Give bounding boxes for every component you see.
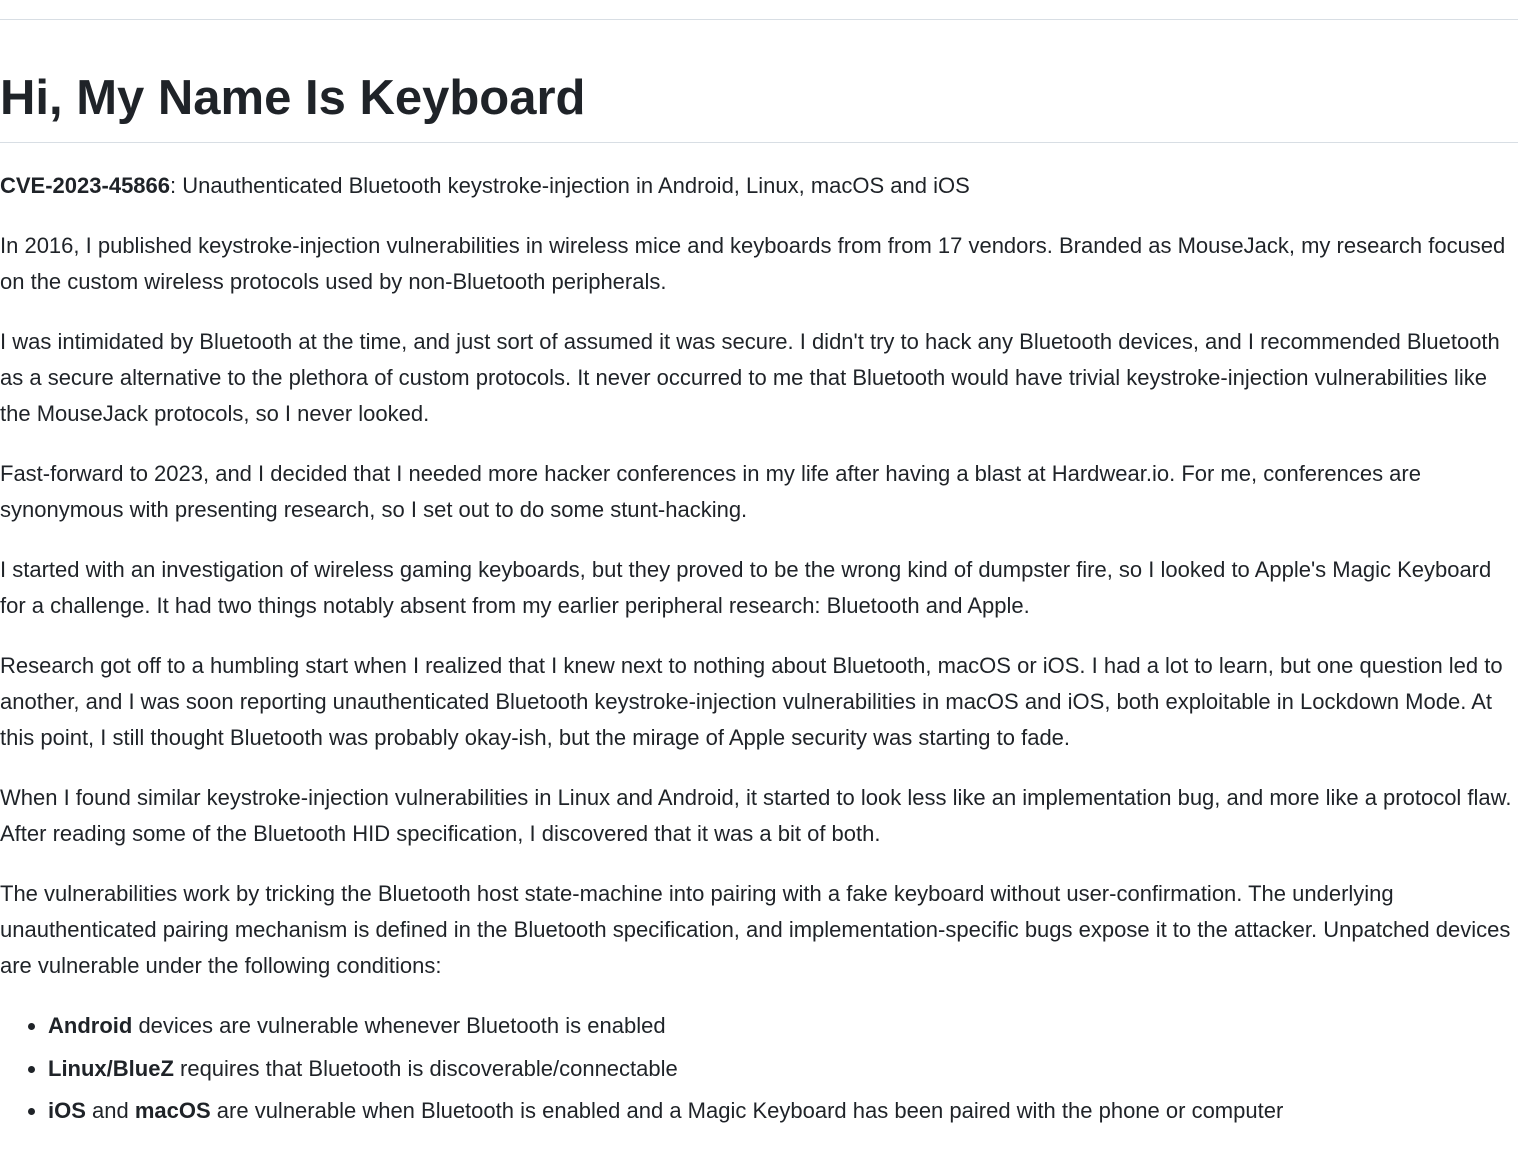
vulnerable-conditions-list <box>0 1008 1512 1129</box>
condition-connector: and <box>85 1098 135 1123</box>
condition-text: are vulnerable when Bluetooth is enabled and a Magic Keyboard has been paired with the phone or computer <box>210 1098 1284 1123</box>
article-title: Hi, My Name Is Keyboard <box>0 71 586 125</box>
list-item <box>48 1008 1512 1044</box>
paragraph-protocol-flaw: When I found similar keystroke-injection vulnerabilities in Linux and Android, it started to look less like an implementation bug, and more like a protocol flaw. After reading some of the Bluetooth HID specification, I discovered that it was a bit of both. <box>0 785 1512 846</box>
platform-name: Linux/BlueZ <box>48 1055 174 1081</box>
condition-text: requires that Bluetooth is discoverable/connectable <box>173 1055 678 1081</box>
paragraph-research-start: Research got off to a humbling start when I realized that I knew next to nothing about Bluetooth, macOS or iOS. I had a lot to learn, but one question led to another, and I was soon reporting unauthenticated Bluetooth keystroke-injection vulnerabilities in macOS and iOS, both exploitable in Lockdown Mode. At this point, I still thought Bluetooth was probably okay-ish, but the mirage of Apple security was starting to fade. <box>0 653 1503 750</box>
condition-text: devices are vulnerable whenever Bluetooth is enabled <box>132 1013 666 1038</box>
platform-name: macOS <box>134 1098 211 1123</box>
paragraph-2023: Fast-forward to 2023, and I decided that I needed more hacker conferences in my life after having a blast at Hardwear.io. For me, conferences are synonymous with presenting research, so I set out to do some stunt-hacking. <box>0 461 1421 522</box>
paragraph-magic-keyboard: I started with an investigation of wireless gaming keyboards, but they proved to be the wrong kind of dumpster fire, so I looked to Apple's Magic Keyboard for a challenge. It had two things notably absent from my earlier peripheral research: Bluetooth and Apple. <box>0 557 1492 618</box>
paragraph-bluetooth-assumption: I was intimidated by Bluetooth at the time, and just sort of assumed it was secure. I didn't try to hack any Bluetooth devices, and I recommended Bluetooth as a secure alternative to the plethora of custom protocols. It never occurred to me that Bluetooth would have trivial keystroke-injection vulnerabilities like the MouseJack protocols, so I never looked. <box>0 329 1500 426</box>
cve-id: CVE-2023-45866 <box>0 173 171 198</box>
title-divider <box>0 142 1518 143</box>
cve-line <box>0 168 1512 204</box>
cve-summary: : Unauthenticated Bluetooth keystroke-injection in Android, Linux, macOS and iOS <box>170 173 970 198</box>
list-item <box>48 1051 1512 1087</box>
list-item <box>48 1093 1512 1129</box>
top-divider <box>0 19 1518 20</box>
platform-name: iOS <box>48 1098 86 1123</box>
paragraph-vulnerability-mechanism: The vulnerabilities work by tricking the Bluetooth host state-machine into pairing with a fake keyboard without user-confirmation. The underlying unauthenticated pairing mechanism is defined in the Bluetooth specification, and implementation-specific bugs expose it to the attacker. Unpatched devices are vulnerable under the following conditions: <box>0 881 1511 978</box>
platform-name: Android <box>48 1013 133 1038</box>
paragraph-mousejack: In 2016, I published keystroke-injection vulnerabilities in wireless mice and keyboards from from 17 vendors. Branded as MouseJack, my research focused on the custom wireless protocols used by non-Bluetooth peripherals. <box>0 233 1506 294</box>
article-body <box>0 168 1512 1136</box>
